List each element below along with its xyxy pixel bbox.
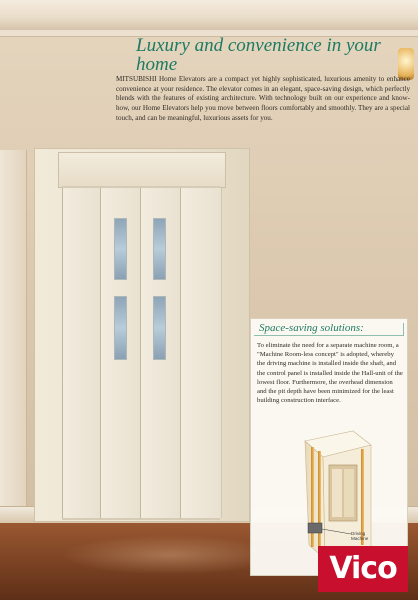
card-body-text: To eliminate the need for a separate machine room, a "Machine Room-less concept" is adopted, whereby the driving machine is installed inside the shaft, and the control panel is installed inside the Hall-unit of the lowest floor. Furthermore, the overhead dimension and the pit depth have been minimized for the least building construction interface. [257, 342, 403, 405]
door-window [153, 218, 166, 280]
elevator-door-panel-1 [62, 188, 102, 518]
ceiling-cornice [0, 0, 418, 31]
elevator-header-panel [58, 152, 226, 188]
card-heading: Space-saving solutions: [259, 322, 364, 334]
driving-machine [308, 523, 322, 533]
floor-reflection [60, 535, 280, 575]
shaft-left-wall [305, 441, 325, 559]
elevator-door-panel-4 [180, 188, 222, 518]
intro-paragraph: MITSUBISHI Home Elevators are a compact yet highly sophisticated, luxurious amenity to enhance convenience at your residence. The elevator comes in an elegant, space-saving design, which perfectly blends with the features of existing architecture. With technology built on our experience and know-how, our Home Elevators help you move between floors comfortably and smoothly. They are a special touch, and can be meaningful, luxurious assets for you. [116, 75, 410, 122]
guide-rail [318, 451, 321, 551]
space-saving-card [250, 318, 408, 576]
driving-machine-label: Driving Machine [351, 531, 369, 542]
car-door [344, 469, 354, 517]
heading-rule-end [403, 323, 404, 335]
car-door [332, 469, 342, 517]
vico-logo [318, 546, 408, 592]
logo-text: Vico [329, 551, 397, 586]
heading-rule [254, 335, 404, 336]
door-window [114, 296, 127, 360]
wall-molding [0, 150, 27, 530]
door-window [153, 296, 166, 360]
page-title: Luxury and convenience in your home [136, 35, 381, 75]
door-window [114, 218, 127, 280]
